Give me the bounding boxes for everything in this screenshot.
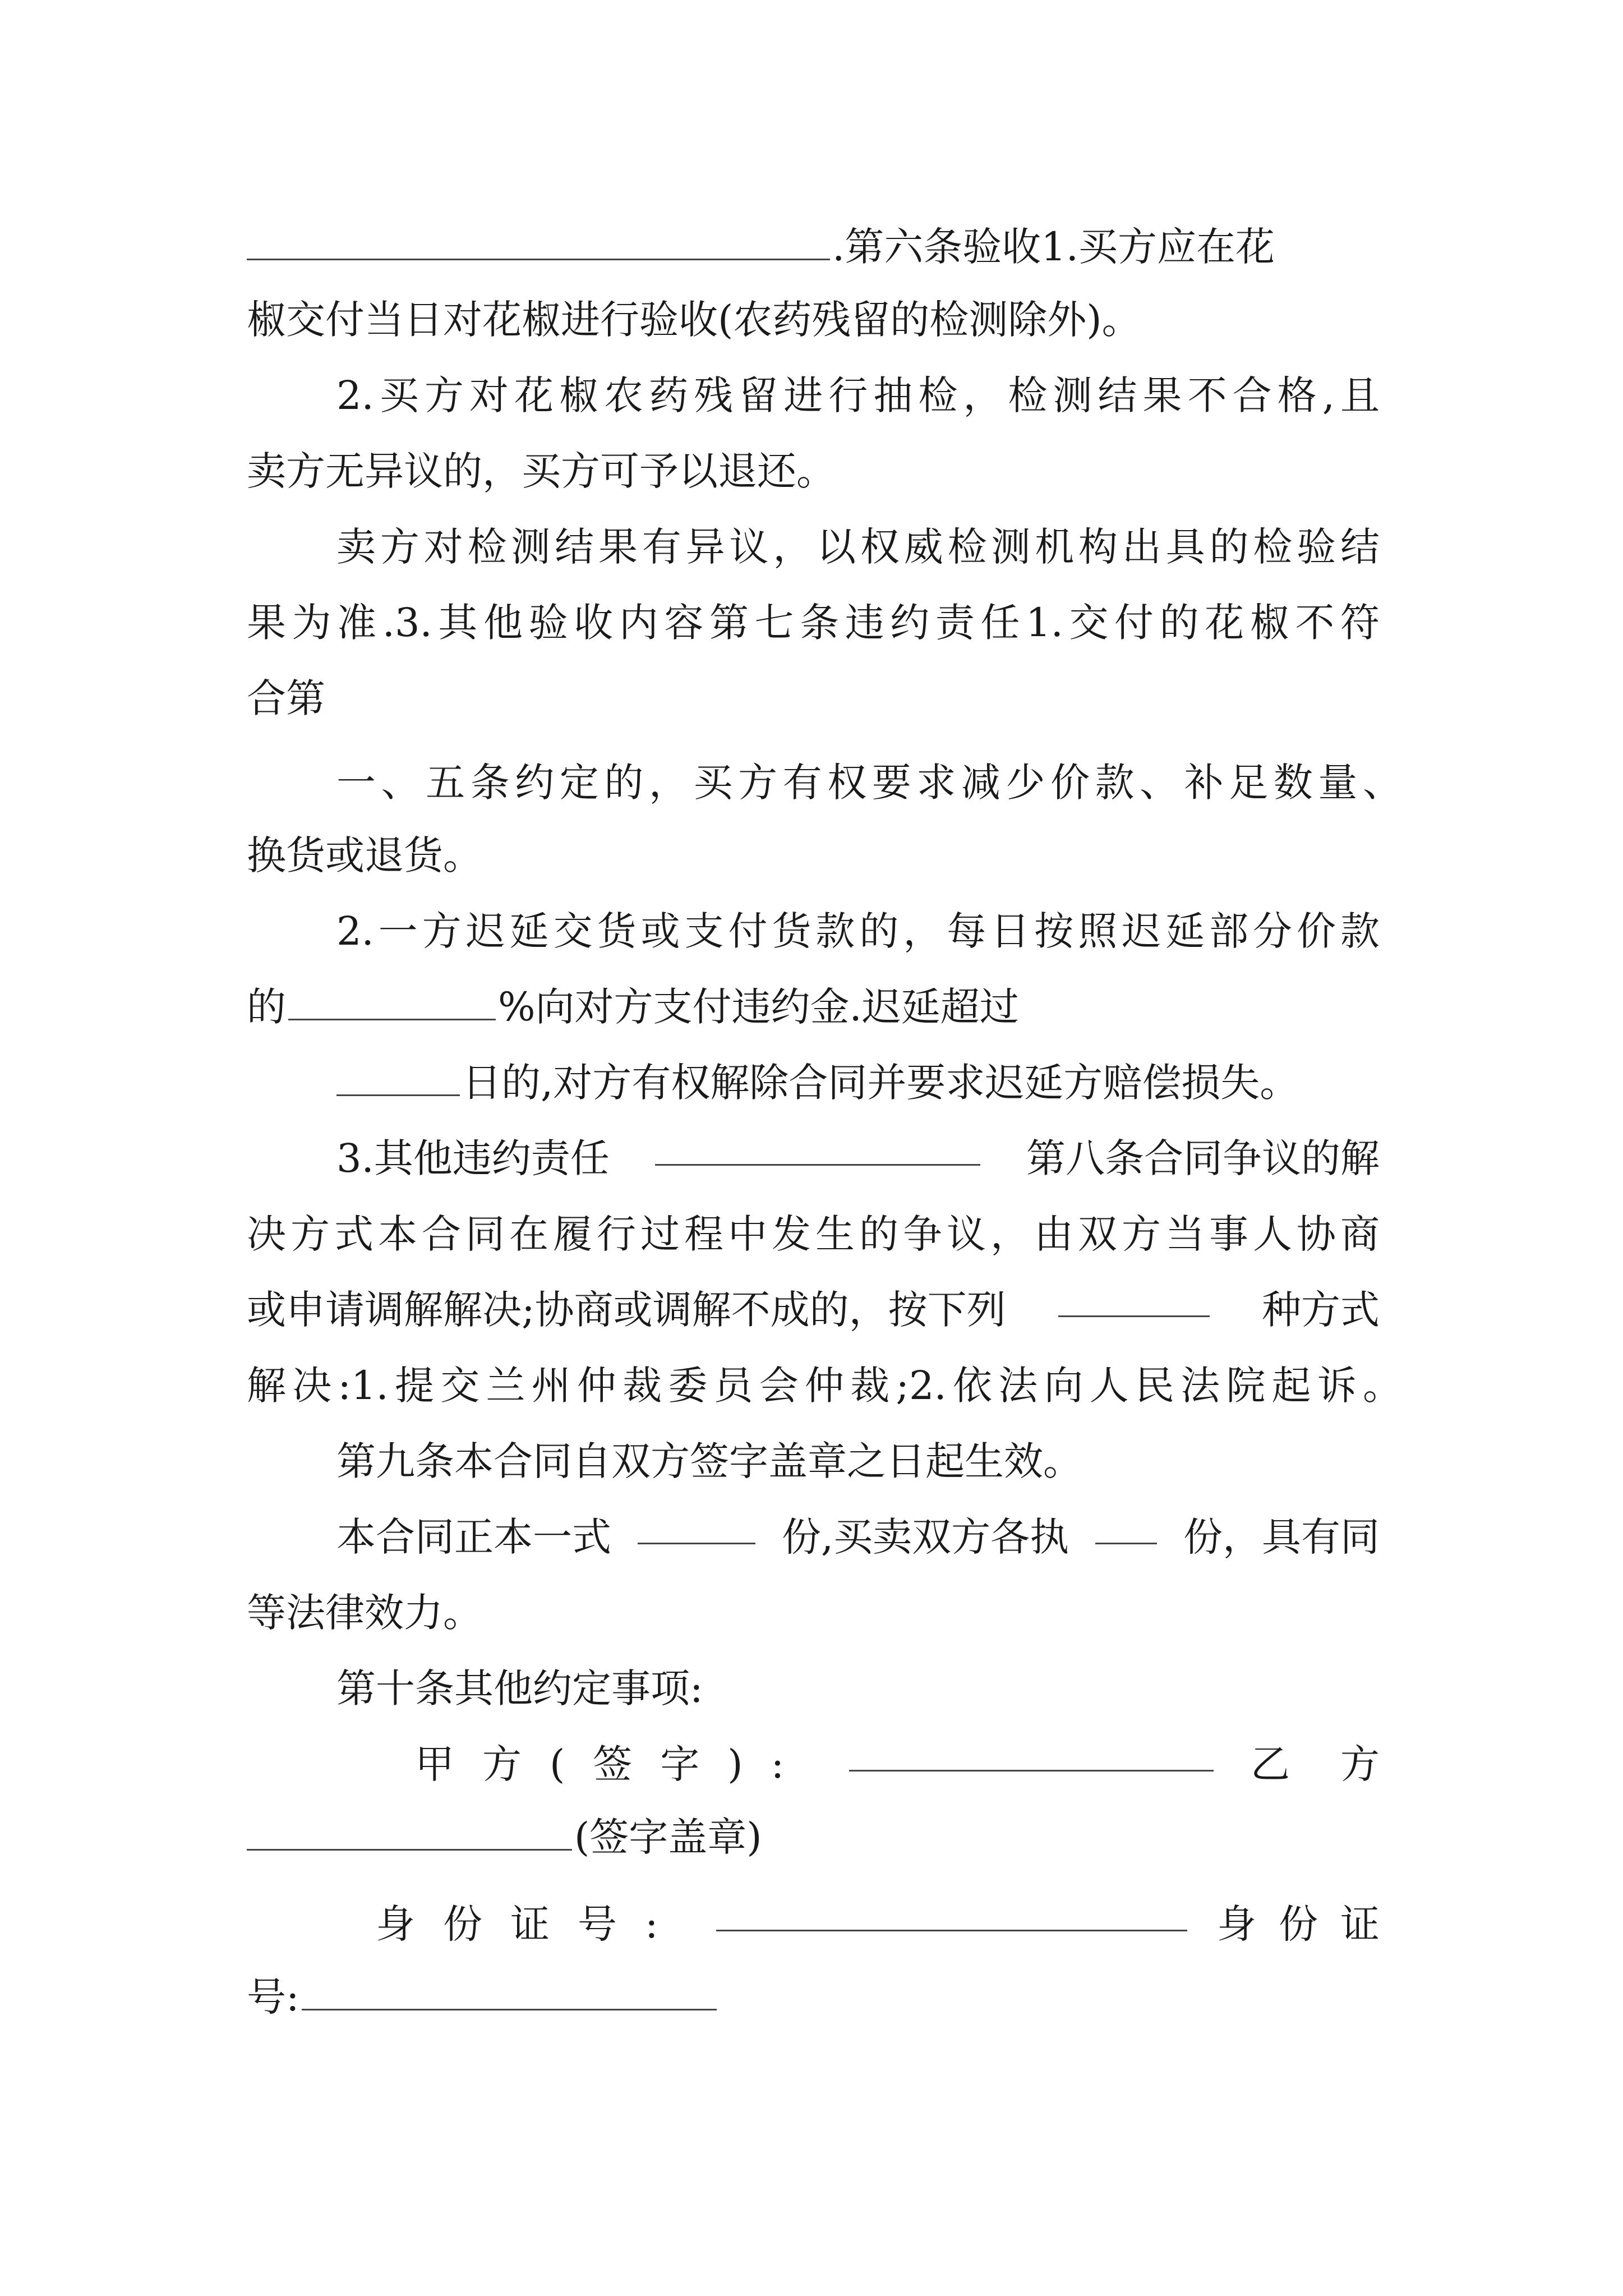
text-line-5: 卖方对检测结果有异议，以权威检测机构出具的检验结 [336,524,1380,570]
id-field-party-b[interactable] [302,1975,717,2010]
text-line-4 [247,443,1380,499]
text: 第十条其他约定事项: [336,1665,703,1711]
signature-line-party-a [415,1736,1430,1792]
text: 第九条本合同自双方签字盖章之日起生效。 [336,1438,1082,1484]
text-line-2 [247,292,1380,348]
text: (签字盖章) [574,1814,762,1860]
party-a-label: 甲方(签字): [415,1741,813,1787]
text-line-20 [336,1660,1380,1717]
text-line-19 [247,1585,1380,1641]
text-line-18 [336,1509,1380,1565]
text: 等法律效力。 [247,1590,482,1636]
text-line-8: 一、五条约定的，买方有权要求减少价款、补足数量、 [336,760,1402,806]
text-line-15 [247,1282,1380,1338]
id-number-line-2 [247,1969,1380,2025]
text-line-13 [336,1130,1380,1186]
text: 的 [247,984,286,1030]
text: 第八条合同争议的解 [1026,1135,1380,1181]
text-line-16: 解决:1.提交兰州仲裁委员会仲裁;2.依法向人民法院起诉。 [247,1363,1402,1409]
text: 号: [247,1974,299,2020]
signature-field-party-b[interactable] [247,1815,572,1851]
text: .第六条验收1.买方应在花 [832,224,1275,270]
text: 份，具有同 [1183,1514,1380,1560]
text-line-12 [336,1055,1380,1111]
blank-underline [288,985,496,1020]
id-number-line [376,1896,1402,1952]
text-line-10: 2.一方迟延交货或支付货款的，每日按照迟延部分价款 [336,908,1380,954]
id-label-party-b: 身份证 [1217,1901,1402,1947]
blank-underline [638,1509,755,1544]
text: 合第 [247,675,325,721]
text: %向对方支付违约金.迟延超过 [498,984,1019,1030]
text: 种方式 [1262,1287,1380,1333]
text: 卖方无异议的，买方可予以退还。 [247,448,836,494]
text-line-11 [247,979,1380,1035]
text-line-6: 果为准.3.其他验收内容第七条违约责任1.交付的花椒不符 [247,600,1380,646]
id-field-party-a[interactable] [716,1896,1187,1931]
signature-line-party-b [247,1809,1380,1865]
blank-underline [655,1130,980,1166]
blank-underline [247,225,830,260]
text-line-14: 决方式本合同在履行过程中发生的争议，由双方当事人协商 [247,1211,1380,1257]
text-line-3: 2.买方对花椒农药残留进行抽检，检测结果不合格,且 [336,372,1380,418]
party-b-label: 乙方 [1250,1741,1430,1787]
blank-underline [1058,1282,1210,1317]
text-line-17 [336,1433,1380,1489]
text: 换货或退货。 [247,832,482,878]
text-line-9 [247,827,1380,884]
text: 椒交付当日对花椒进行验收(农药残留的检测除外)。 [247,297,1141,343]
text: 3.其他违约责任 [336,1135,610,1181]
text: 或申请调解解决;协商或调解不成的，按下列 [247,1287,1006,1333]
text: 份,买卖双方各执 [781,1514,1069,1560]
text: 本合同正本一式 [336,1514,611,1560]
text-line-1 [247,219,1380,275]
signature-field-party-a[interactable] [849,1736,1214,1772]
text-line-7 [247,670,1380,726]
blank-underline [1095,1509,1157,1544]
blank-underline [336,1061,460,1096]
text: 日的,对方有权解除合同并要求迟延方赔偿损失。 [462,1060,1299,1106]
id-label-party-a: 身份证号: [376,1901,686,1947]
